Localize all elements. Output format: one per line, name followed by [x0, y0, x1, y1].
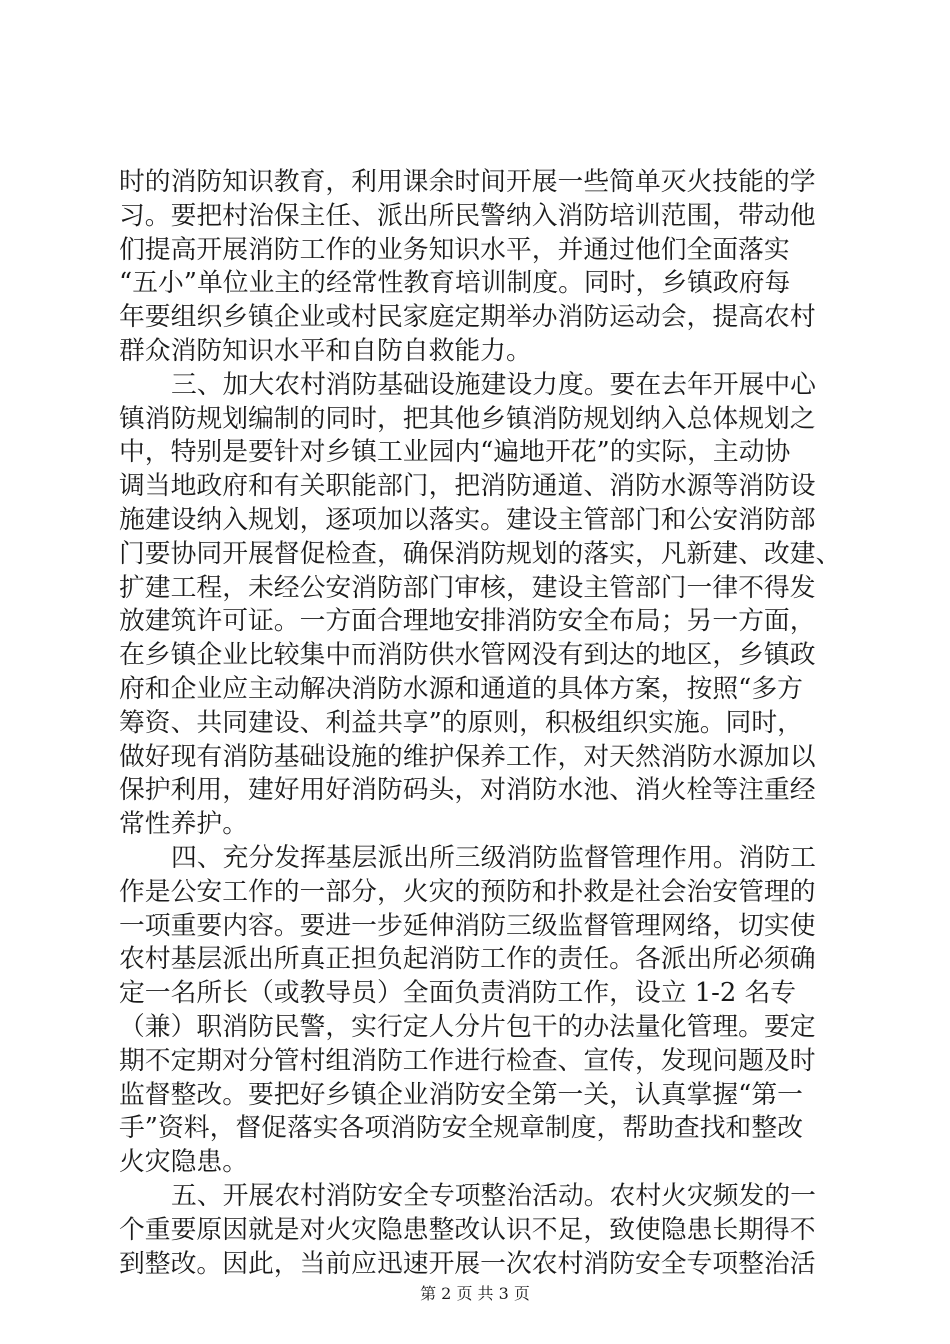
text-line: 镇消防规划编制的同时，把其他乡镇消防规划纳入总体规划之 [119, 403, 816, 434]
text-line: 作是公安工作的一部分，火灾的预防和扑救是社会治安管理的 [119, 876, 816, 907]
text-line: 定一名所长（或教导员）全面负责消防工作，设立 1-2 名专 [119, 978, 797, 1009]
text-line: 农村基层派出所真正担负起消防工作的责任。各派出所必须确 [119, 944, 816, 975]
text-line: 时的消防知识教育，利用课余时间开展一些简单灭火技能的学 [119, 167, 816, 197]
text-line: 中，特别是要针对乡镇工业园内“遍地开花”的实际，主动协 [119, 437, 791, 468]
page-number-footer: 第 2 页 共 3 页 [420, 1284, 530, 1303]
section-heading-line: 五、开展农村消防安全专项整治活动。农村火灾频发的一 [171, 1180, 816, 1211]
text-line: 做好现有消防基础设施的维护保养工作，对天然消防水源加以 [119, 741, 816, 772]
text-line: 保护利用，建好用好消防码头，对消防水池、消火栓等注重经 [119, 775, 816, 806]
text-line: 门要协同开展督促检查，确保消防规划的落实，凡新建、改建、 [119, 538, 842, 569]
body-text [119, 166, 842, 1281]
text-line: 火灾隐患。 [119, 1147, 248, 1178]
text-line: 到整改。因此，当前应迅速开展一次农村消防安全专项整治活 [119, 1248, 816, 1279]
text-line: 常性养护。 [119, 809, 248, 840]
text-line: （兼）职消防民警，实行定人分片包干的办法量化管理。要定 [119, 1011, 816, 1042]
section-heading-line: 四、充分发挥基层派出所三级消防监督管理作用。消防工 [171, 842, 816, 873]
text-line: “五小”单位业主的经常性教育培训制度。同时，乡镇政府每 [119, 268, 791, 299]
text-line: 扩建工程，未经公安消防部门审核，建设主管部门一律不得发 [119, 572, 816, 603]
text-line: 习。要把村治保主任、派出所民警纳入消防培训范围，带动他 [119, 200, 816, 231]
section-heading-line: 三、加大农村消防基础设施建设力度。要在去年开展中心 [171, 369, 816, 400]
text-line: 施建设纳入规划，逐项加以落实。建设主管部门和公安消防部 [119, 504, 816, 535]
text-line: 期不定期对分管村组消防工作进行检查、宣传，发现问题及时 [119, 1045, 816, 1076]
text-line: 监督整改。要把好乡镇企业消防安全第一关，认真掌握“第一 [119, 1079, 803, 1110]
text-line: 筹资、共同建设、利益共享”的原则，积极组织实施。同时， [119, 707, 803, 738]
text-line: 群众消防知识水平和自防自救能力。 [119, 335, 532, 366]
text-line: 一项重要内容。要进一步延伸消防三级监督管理网络，切实使 [119, 910, 816, 941]
text-line: 调当地政府和有关职能部门，把消防通道、消防水源等消防设 [119, 471, 816, 502]
text-line: 个重要原因就是对火灾隐患整改认识不足，致使隐患长期得不 [119, 1214, 816, 1245]
text-line: 年要组织乡镇企业或村民家庭定期举办消防运动会，提高农村 [119, 302, 816, 333]
text-line: 放建筑许可证。一方面合理地安排消防安全布局；另一方面， [119, 606, 816, 637]
text-line: 府和企业应主动解决消防水源和通道的具体方案，按照“多方 [119, 673, 803, 704]
text-line: 在乡镇企业比较集中而消防供水管网没有到达的地区，乡镇政 [119, 640, 816, 671]
text-line: 们提高开展消防工作的业务知识水平，并通过他们全面落实 [119, 234, 790, 265]
text-line: 手”资料，督促落实各项消防安全规章制度，帮助查找和整改 [119, 1113, 803, 1144]
